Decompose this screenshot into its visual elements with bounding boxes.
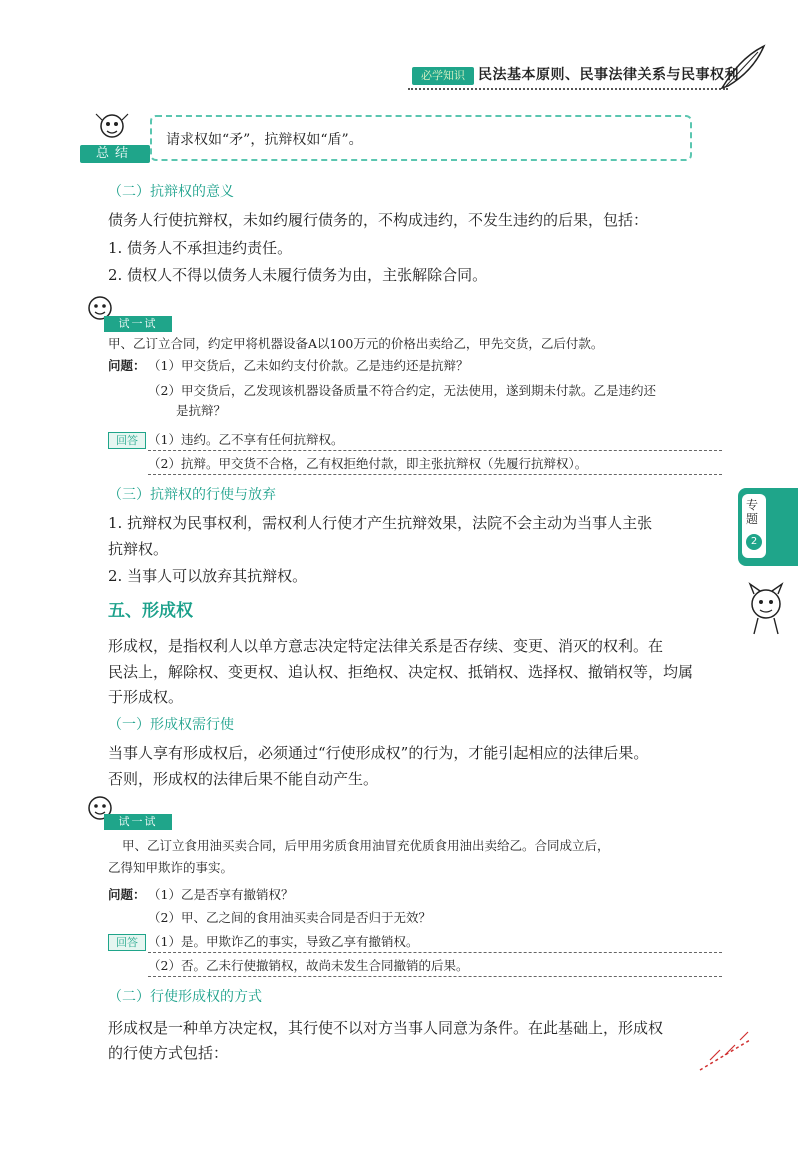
- answer-item: （1）是。甲欺诈乙的事实，导致乙享有撤销权。: [148, 934, 419, 949]
- paragraph: 否则，形成权的法律后果不能自动产生。: [108, 770, 379, 788]
- answer-item: （2）否。乙未行使撤销权，故尚未发生合同撤销的后果。: [148, 958, 469, 973]
- try-label: 试一试: [104, 814, 172, 830]
- list-item: 1. 债务人不承担违约责任。: [108, 239, 293, 257]
- divider: [148, 474, 722, 475]
- header-divider: [408, 88, 728, 90]
- divider: [148, 952, 722, 953]
- question-label: 问题：: [108, 358, 146, 373]
- paragraph: 抗辩权。: [108, 540, 169, 558]
- summary-label: 总结: [80, 145, 150, 163]
- paragraph: 的行使方式包括：: [108, 1044, 229, 1062]
- paragraph: 1. 抗辩权为民事权利，需权利人行使才产生抗辩效果，法院不会主动为当事人主张: [108, 514, 653, 532]
- question-item: （2）甲交货后，乙发现该机器设备质量不符合约定，无法使用，遂到期未付款。乙是违约还: [148, 383, 656, 398]
- case-text: 甲、乙订立食用油买卖合同，后甲用劣质食用油冒充优质食用油出卖给乙。合同成立后，: [122, 838, 610, 853]
- section-heading-meaning: （二）抗辩权的意义: [108, 184, 234, 200]
- question-item: 是抗辩？: [176, 403, 227, 418]
- header-title: 民法基本原则、民事法律关系与民事权利: [478, 67, 739, 83]
- question-item: （1）乙是否享有撤销权？: [148, 887, 294, 902]
- side-tab-number: 2: [746, 534, 762, 550]
- paragraph: 形成权，是指权利人以单方意志决定特定法律关系是否存续、变更、消灭的权利。在: [108, 637, 664, 655]
- mascot-cat-icon: [738, 580, 796, 638]
- section-heading-formation: 五、形成权: [108, 601, 193, 621]
- feather-icon: [718, 42, 768, 92]
- divider: [148, 976, 722, 977]
- paragraph: 当事人享有形成权后，必须通过“行使形成权”的行为，才能引起相应的法律后果。: [108, 744, 649, 762]
- summary-text: 请求权如“矛”，抗辩权如“盾”。: [166, 132, 363, 148]
- answer-item: （2）抗辩。甲交货不合格，乙有权拒绝付款，即主张抗辩权（先履行抗辩权）。: [148, 456, 588, 471]
- section-heading-methods: （二）行使形成权的方式: [108, 989, 262, 1005]
- paragraph: 2. 当事人可以放弃其抗辩权。: [108, 567, 308, 585]
- question-item: （1）甲交货后，乙未如约支付价款。乙是违约还是抗辩？: [148, 358, 469, 373]
- case-text: 乙得知甲欺诈的事实。: [108, 860, 234, 875]
- question-item: （2）甲、乙之间的食用油买卖合同是否归于无效？: [148, 910, 431, 925]
- paragraph: 于形成权。: [108, 688, 184, 706]
- paragraph: 民法上，解除权、变更权、追认权、拒绝权、决定权、抵销权、选择权、撤销权等，均属: [108, 663, 694, 681]
- mascot-summary-icon: [90, 110, 146, 150]
- header-badge: 必学知识: [412, 67, 474, 85]
- side-tab-text: 专题: [746, 498, 759, 526]
- paragraph: 债务人行使抗辩权，未如约履行债务的，不构成违约，不发生违约的后果，包括：: [108, 211, 649, 229]
- answer-label: 回答: [108, 934, 146, 951]
- decorative-stamp-icon: [690, 1020, 760, 1080]
- answer-label: 回答: [108, 432, 146, 449]
- case-text: 甲、乙订立合同，约定甲将机器设备A以100万元的价格出卖给乙，甲先交货，乙后付款。: [108, 336, 604, 351]
- paragraph: 形成权是一种单方决定权，其行使不以对方当事人同意为条件。在此基础上，形成权: [108, 1019, 664, 1037]
- answer-item: （1）违约。乙不享有任何抗辩权。: [148, 432, 344, 447]
- section-heading-must-exercise: （一）形成权需行使: [108, 717, 234, 733]
- divider: [148, 450, 722, 451]
- list-item: 2. 债权人不得以债务人未履行债务为由，主张解除合同。: [108, 266, 488, 284]
- question-label: 问题：: [108, 887, 146, 902]
- try-label: 试一试: [104, 316, 172, 332]
- section-heading-exercise: （三）抗辩权的行使与放弃: [108, 487, 276, 503]
